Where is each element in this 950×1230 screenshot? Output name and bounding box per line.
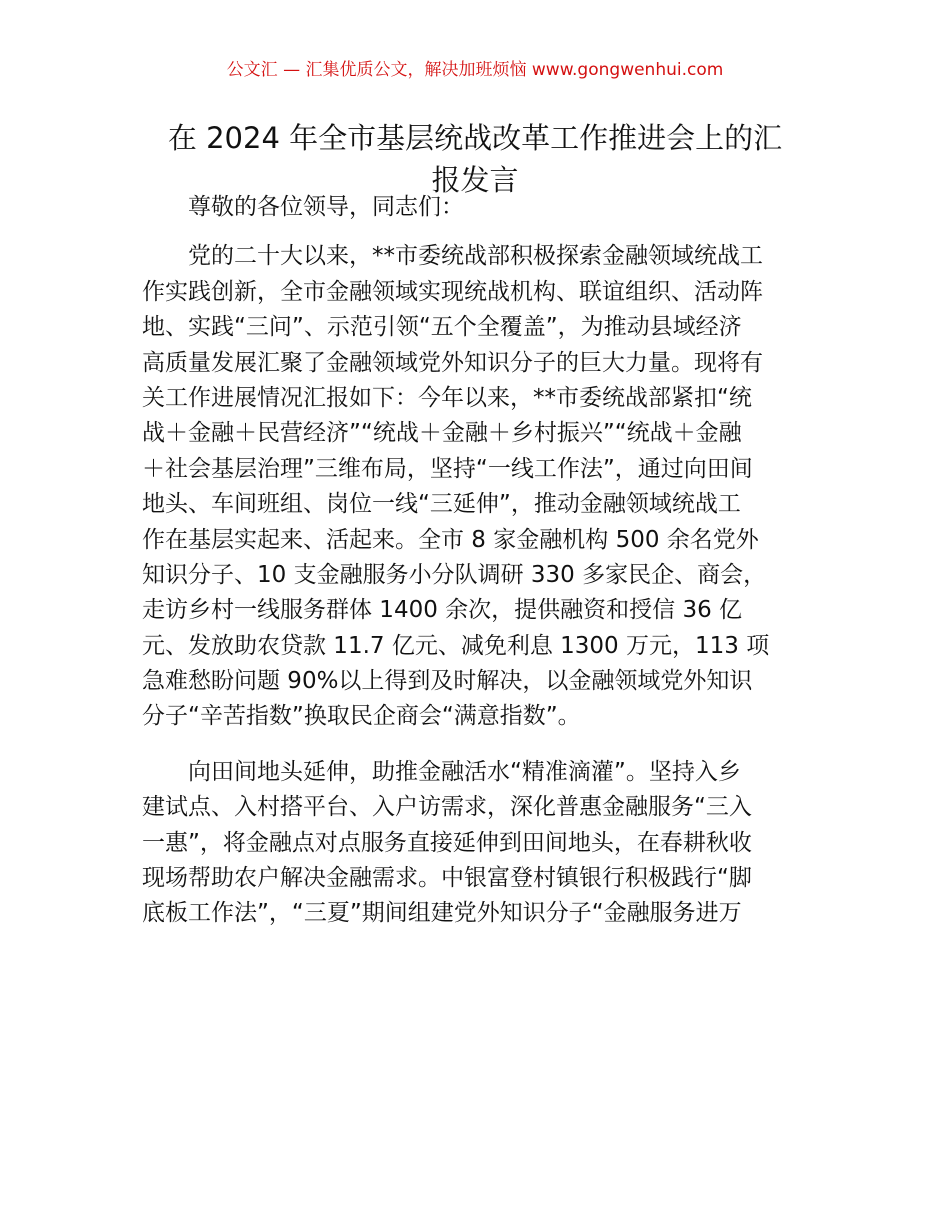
document-title bbox=[120, 117, 830, 201]
paragraph-line: 关工作进展情况汇报如下：今年以来，**市委统战部紧扣“统 bbox=[142, 384, 752, 411]
paragraph-line: 分子“辛苦指数”换取民企商会“满意指数”。 bbox=[142, 703, 581, 730]
document-body bbox=[142, 190, 812, 932]
site-banner: 公文汇 — 汇集优质公文，解决加班烦恼 www.gongwenhui.com bbox=[226, 60, 724, 80]
paragraph-line: 党的二十大以来，**市委统战部积极探索金融领域统战工 bbox=[188, 243, 763, 270]
title-line: 报发言 bbox=[431, 163, 519, 197]
paragraph-field-extension bbox=[142, 755, 812, 932]
paragraph-line: 底板工作法”，“三夏”期间组建党外知识分子“金融服务进万 bbox=[142, 900, 742, 927]
paragraph-line: ＋社会基层治理”三维布局，坚持“一线工作法”，通过向田间 bbox=[142, 455, 753, 482]
paragraph-line: 知识分子、10 支金融服务小分队调研 330 多家民企、商会， bbox=[142, 561, 767, 588]
paragraph-line: 地、实践“三问”、示范引领“五个全覆盖”，为推动县域经济 bbox=[142, 314, 742, 341]
paragraph-line: 元、发放助农贷款 11.7 亿元、减免利息 1300 万元，113 项 bbox=[142, 632, 770, 659]
title-line: 在 2024 年全市基层统战改革工作推进会上的汇 bbox=[167, 121, 783, 155]
paragraph-line: 地头、车间班组、岗位一线“三延伸”，推动金融领域统战工 bbox=[142, 491, 741, 518]
paragraph-line: 现场帮助农户解决金融需求。中银富登村镇银行积极践行“脚 bbox=[142, 865, 752, 892]
paragraph-line: 战＋金融＋民营经济”“统战＋金融＋乡村振兴”“统战＋金融 bbox=[142, 420, 742, 447]
paragraph-line: 作在基层实起来、活起来。全市 8 家金融机构 500 余名党外 bbox=[142, 526, 759, 553]
spacer bbox=[142, 735, 812, 755]
salutation: 尊敬的各位领导，同志们： bbox=[188, 194, 464, 220]
paragraph-line: 一惠”，将金融点对点服务直接延伸到田间地头，在春耕秋收 bbox=[142, 829, 752, 856]
paragraph-line: 高质量发展汇聚了金融领域党外知识分子的巨大力量。现将有 bbox=[142, 349, 763, 376]
paragraph-line: 走访乡村一线服务群体 1400 余次，提供融资和授信 36 亿 bbox=[142, 597, 743, 624]
spacer bbox=[142, 225, 812, 239]
paragraph-line: 作实践创新，全市金融领域实现统战机构、联谊组织、活动阵 bbox=[142, 278, 763, 305]
paragraph-line: 急难愁盼问题 90%以上得到及时解决，以金融领域党外知识 bbox=[142, 668, 753, 695]
paragraph-line: 向田间地头延伸，助推金融活水“精准滴灌”。坚持入乡 bbox=[188, 758, 741, 785]
paragraph-intro bbox=[142, 239, 812, 734]
paragraph-line: 建试点、入村搭平台、入户访需求，深化普惠金融服务“三入 bbox=[142, 794, 752, 821]
